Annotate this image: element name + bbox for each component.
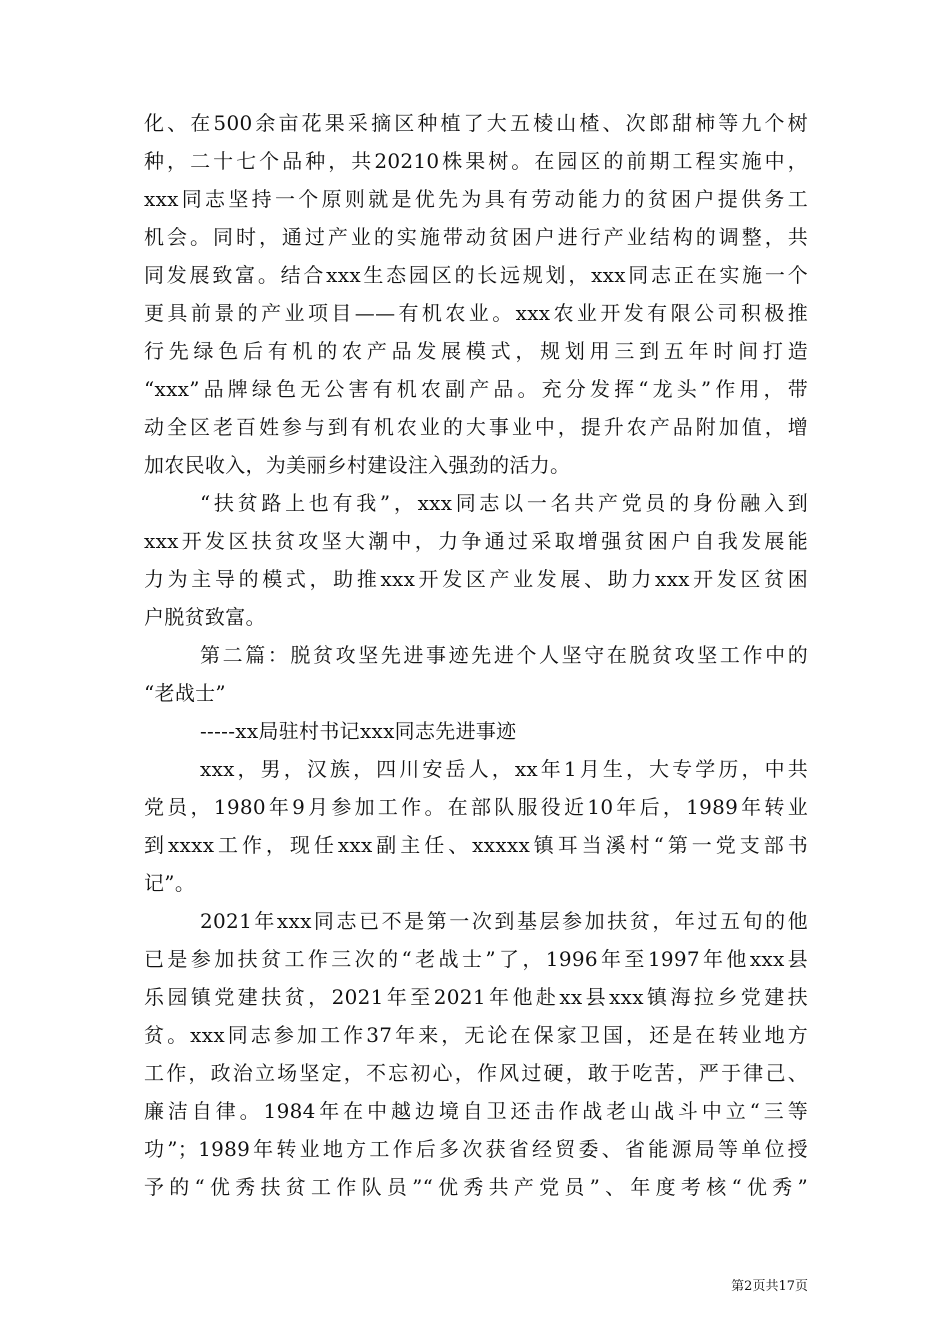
text-line: 已是参加扶贫工作三次的“老战士”了，1996年至1997年他xxx县 xyxy=(144,947,808,971)
text-line: 乐园镇党建扶贫，2021年至2021年他赴xx县xxx镇海拉乡党建扶 xyxy=(144,985,808,1009)
chapter-heading: 第二篇：脱贫攻坚先进事迹先进个人坚守在脱贫攻坚工作中的 xyxy=(200,643,808,667)
chapter-heading-cont: “老战士” xyxy=(144,681,226,705)
text-line: 种，二十七个品种，共20210株果树。在园区的前期工程实施中， xyxy=(144,149,808,173)
text-line: 廉洁自律。1984年在中越边境自卫还击作战老山战斗中立“三等 xyxy=(144,1099,808,1123)
text-line: 到xxxx工作，现任xxx副主任、xxxxx镇耳当溪村“第一党支部书 xyxy=(144,833,808,857)
text-line: 功”；1989年转业地方工作后多次获省经贸委、省能源局等单位授 xyxy=(144,1137,808,1161)
paragraph-first-line: “扶贫路上也有我”，xxx同志以一名共产党员的身份融入到 xyxy=(200,491,808,515)
text-line: 加农民收入，为美丽乡村建设注入强劲的活力。 xyxy=(144,453,571,477)
text-line: xxx开发区扶贫攻坚大潮中，力争通过采取增强贫困户自我发展能 xyxy=(144,529,808,553)
text-line: 工作，政治立场坚定，不忘初心，作风过硬，敢于吃苦，严于律己、 xyxy=(144,1061,808,1085)
document-body xyxy=(144,104,808,1206)
text-line: 同发展致富。结合xxx生态园区的长远规划，xxx同志正在实施一个 xyxy=(144,263,808,287)
text-line: 更具前景的产业项目——有机农业。xxx农业开发有限公司积极推 xyxy=(144,301,808,325)
page-indicator: 第2页共17页 xyxy=(731,1279,808,1294)
text-line: 贫。xxx同志参加工作37年来，无论在保家卫国，还是在转业地方 xyxy=(144,1023,808,1047)
text-line: 动全区老百姓参与到有机农业的大事业中，提升农产品附加值，增 xyxy=(144,415,808,439)
text-line: 行先绿色后有机的农产品发展模式，规划用三到五年时间打造 xyxy=(144,339,808,363)
text-line: 党员，1980年9月参加工作。在部队服役近10年后，1989年转业 xyxy=(144,795,808,819)
text-line: “xxx”品牌绿色无公害有机农副产品。充分发挥“龙头”作用，带 xyxy=(144,377,808,401)
text-line: 力为主导的模式，助推xxx开发区产业发展、助力xxx开发区贫困 xyxy=(144,567,808,591)
text-line: 记”。 xyxy=(144,871,196,895)
text-line: 机会。同时，通过产业的实施带动贫困户进行产业结构的调整，共 xyxy=(144,225,808,249)
subtitle-line: -----xx局驻村书记xxx同志先进事迹 xyxy=(200,719,517,743)
text-line: 户脱贫致富。 xyxy=(144,605,266,629)
text-line: 予的“优秀扶贫工作队员”“优秀共产党员”、年度考核“优秀” xyxy=(144,1175,808,1199)
paragraph-first-line: xxx，男，汉族，四川安岳人，xx年1月生，大专学历，中共 xyxy=(200,757,808,781)
paragraph-first-line: 2021年xxx同志已不是第一次到基层参加扶贫，年过五旬的他 xyxy=(200,909,808,933)
text-line: 化、在500余亩花果采摘区种植了大五棱山楂、次郎甜柿等九个树 xyxy=(144,111,808,135)
text-line: xxx同志坚持一个原则就是优先为具有劳动能力的贫困户提供务工 xyxy=(144,187,808,211)
